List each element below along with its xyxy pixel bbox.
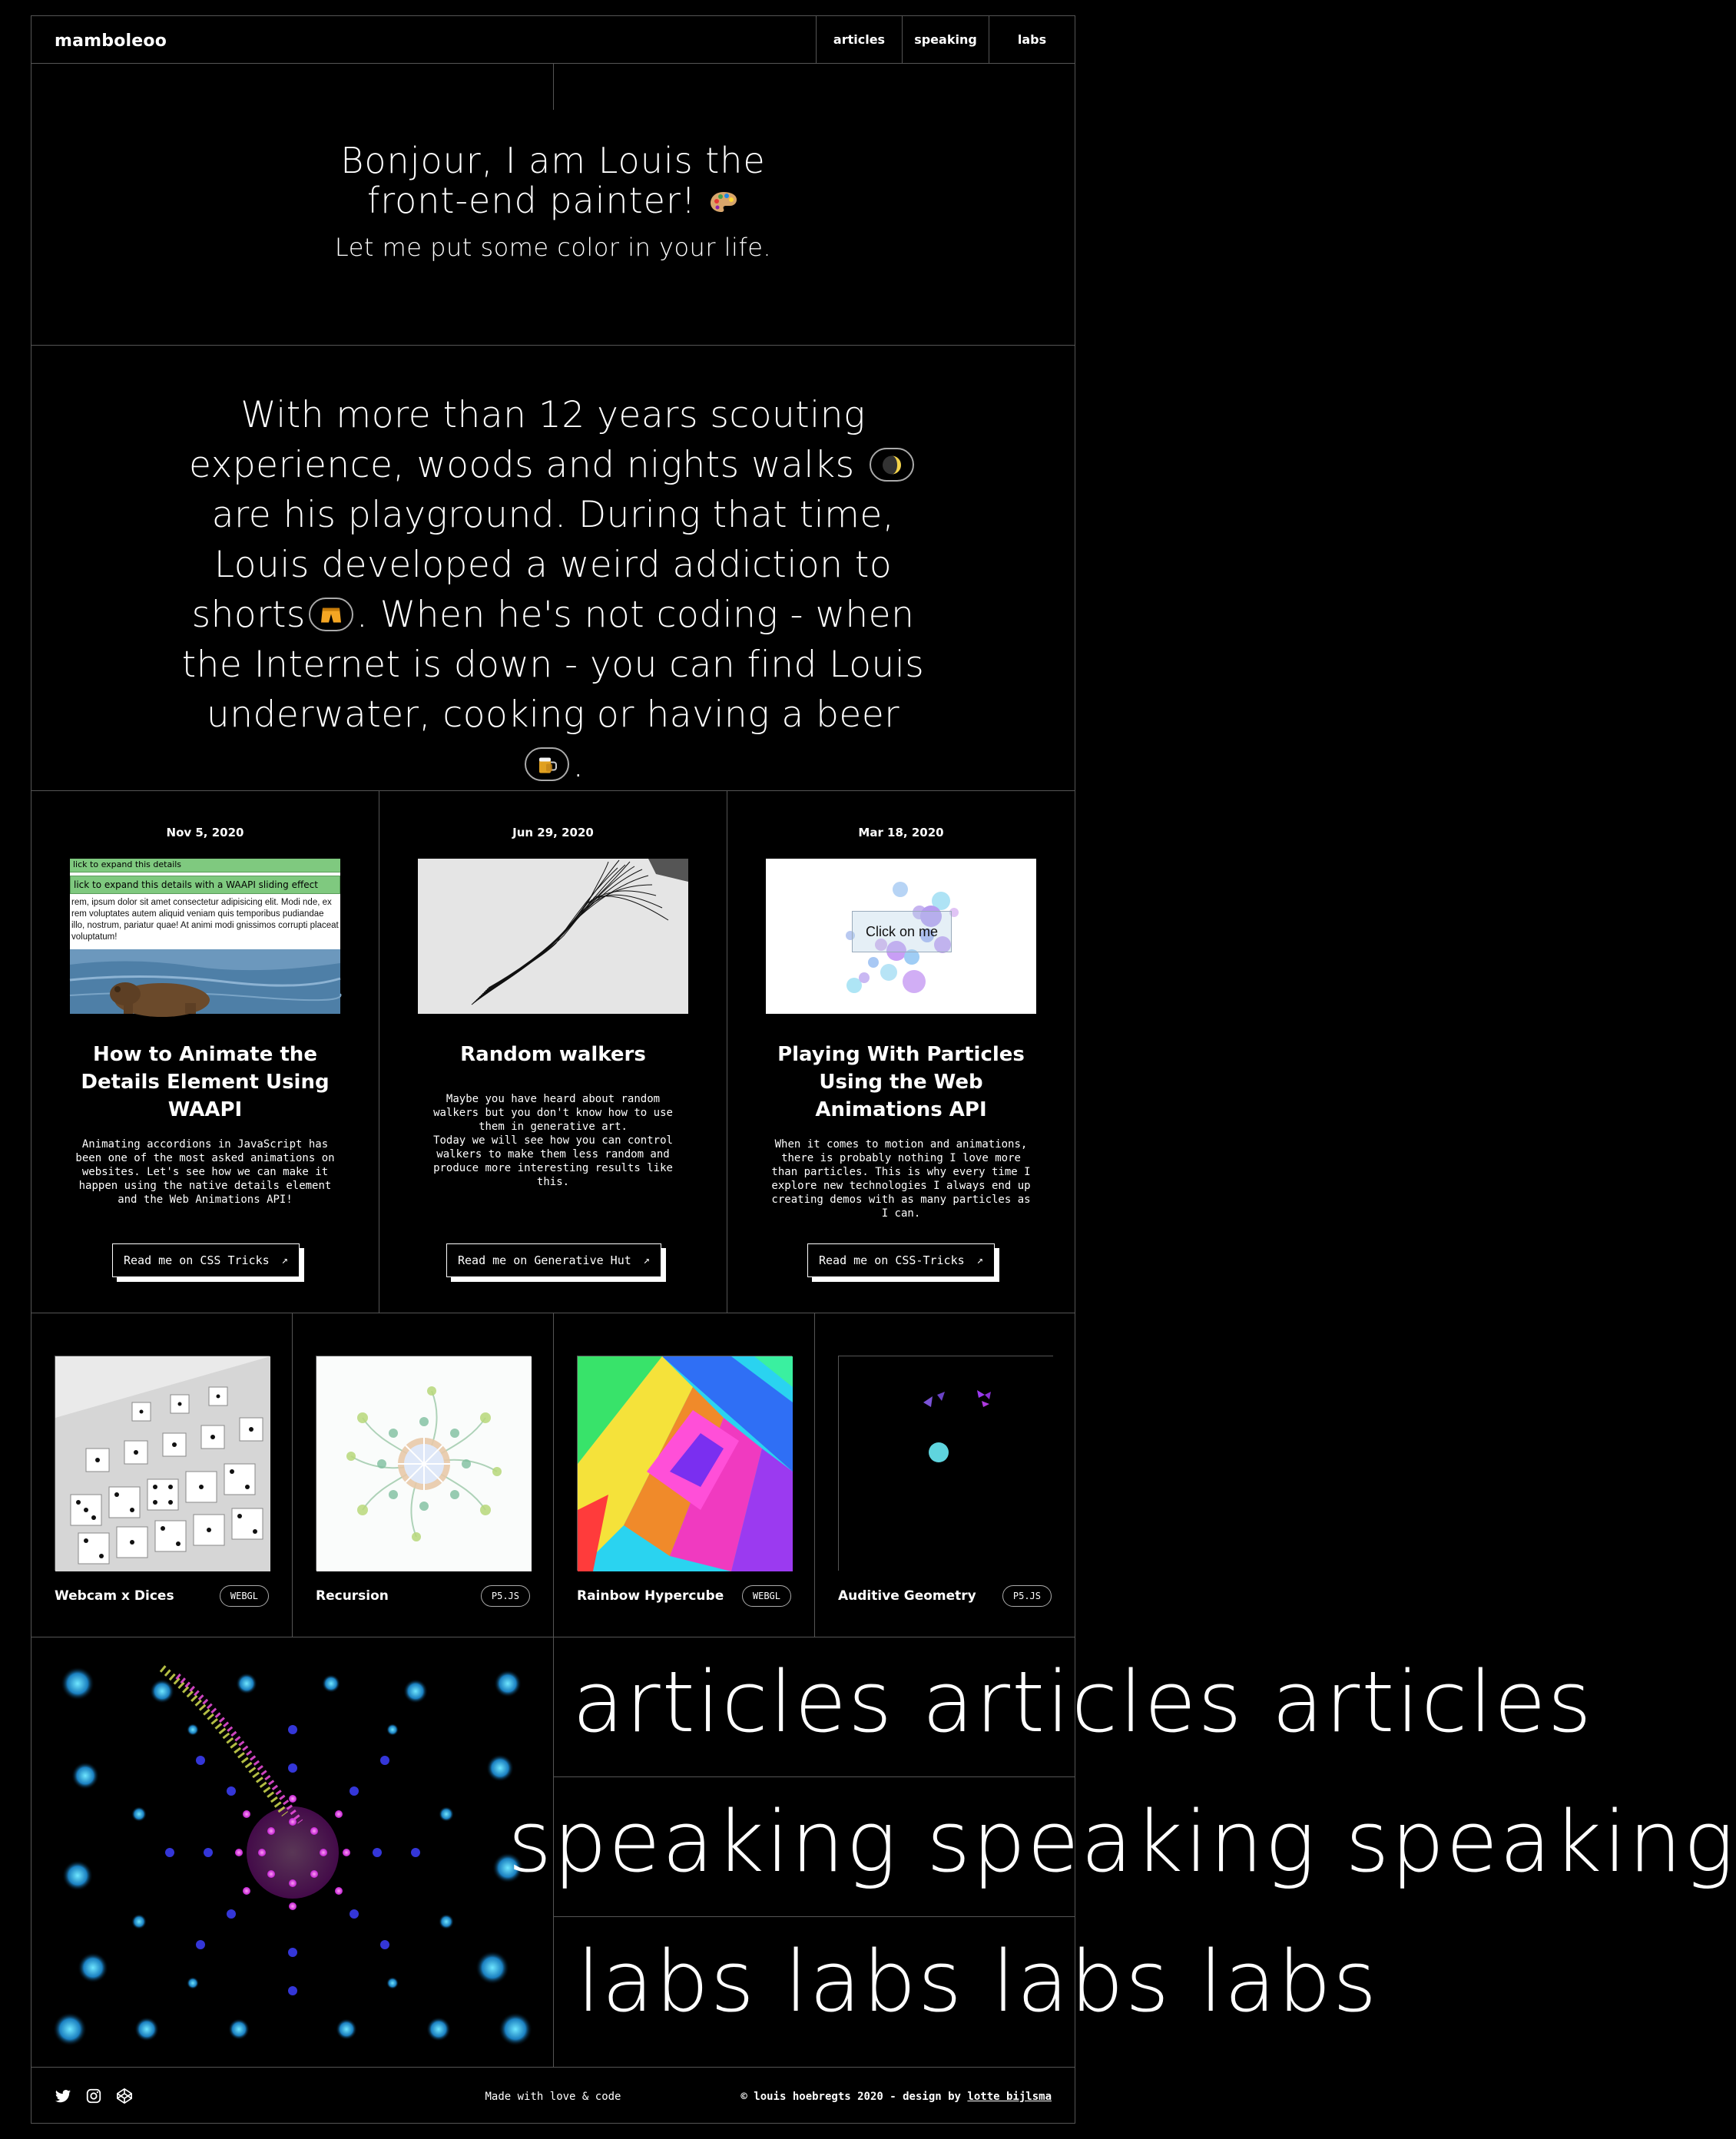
marquee-speaking[interactable] xyxy=(508,1777,1736,1917)
lab-thumbnail[interactable] xyxy=(838,1356,1053,1571)
marquee-articles-text: articles articles articles xyxy=(572,1653,1593,1751)
tunnel-visual xyxy=(55,1661,531,2045)
footer-credit xyxy=(740,2091,1052,2103)
read-article-button[interactable] xyxy=(446,1243,661,1277)
read-article-button[interactable] xyxy=(112,1243,300,1277)
lab-title: Webcam x Dices xyxy=(55,1588,174,1604)
read-article-label: Read me on Generative Hut xyxy=(458,1253,631,1267)
about-text-part2: are his playground. During that time, Louis developed a weird addiction to shorts xyxy=(191,494,895,636)
lab-title: Rainbow Hypercube xyxy=(577,1588,724,1604)
article-description: Animating accordions in JavaScript has been one of the most asked animations on websites. Let's see how we can make it happen using the native details element and the Web Animations API! xyxy=(75,1138,335,1206)
marquee-speaking-text: speaking speaking speaking xyxy=(508,1793,1736,1891)
arrow-up-right-icon: ↗ xyxy=(281,1254,288,1267)
article-card xyxy=(31,791,379,1313)
read-article-label: Read me on CSS-Tricks xyxy=(819,1253,965,1267)
lab-thumbnail[interactable] xyxy=(316,1356,531,1571)
nav-labs[interactable]: labs xyxy=(989,16,1075,63)
article-date: Mar 18, 2020 xyxy=(858,826,944,839)
hero-title-line1: Bonjour, I am Louis the xyxy=(340,140,766,181)
lab-thumbnail[interactable] xyxy=(577,1356,792,1571)
recursion-visual xyxy=(316,1356,532,1571)
about-text-part4: . xyxy=(572,743,585,786)
arrow-up-right-icon: ↗ xyxy=(976,1254,983,1267)
hero-section xyxy=(31,64,1075,346)
marquee-labs[interactable] xyxy=(554,1917,1379,2067)
main-nav xyxy=(816,16,1075,63)
moon-icon xyxy=(870,448,914,482)
read-article-label: Read me on CSS Tricks xyxy=(124,1253,270,1267)
hero-title-line2: front-end painter! xyxy=(367,180,697,221)
marquee-articles[interactable] xyxy=(554,1637,1593,1777)
about-section xyxy=(31,346,1075,791)
article-thumbnail[interactable] xyxy=(766,859,1036,1014)
read-article-button[interactable] xyxy=(807,1243,995,1277)
dices-visual xyxy=(55,1356,270,1571)
thumb-details-bar-waapi: lick to expand this details with a WAAPI sliding effect xyxy=(70,876,340,894)
marquee-labs-text: labs labs labs labs xyxy=(577,1932,1379,2031)
article-description: Maybe you have heard about random walkers but you don't know how to use them in generative art. Today we will see how you can control walkers to make them less random and produce more interesting results like this. xyxy=(433,1093,673,1188)
lab-thumbnail[interactable] xyxy=(55,1356,270,1571)
palette-icon xyxy=(708,182,739,207)
nav-speaking[interactable]: speaking xyxy=(902,16,989,63)
about-text-part1: With more than 12 years scouting experience, woods and nights walks xyxy=(188,394,866,486)
article-title: How to Animate the Details Element Using WAAPI xyxy=(81,1043,330,1121)
lab-title: Recursion xyxy=(316,1588,389,1604)
lab-tag: WEBGL xyxy=(220,1585,269,1607)
articles-section xyxy=(31,791,1075,1313)
made-with-love-text: Made with love & code xyxy=(485,2091,621,2103)
bear-photo xyxy=(70,949,340,1014)
lab-card xyxy=(815,1313,1075,1637)
lab-tag: P5.JS xyxy=(1002,1585,1052,1607)
article-card xyxy=(379,791,727,1313)
arrow-up-right-icon: ↗ xyxy=(643,1254,650,1267)
thumb-body-text: rem, ipsum dolor sit amet consectetur adipisicing elit. Modi nde, ex rem voluptates autem aliquid veniam quis temporibus pudiandae illo, nostrum, pariatur quae! At animi modi gnissimos corrupti placeat voluptatum! xyxy=(71,898,339,942)
auditive-geometry-visual xyxy=(839,1356,1054,1571)
lab-tag: WEBGL xyxy=(742,1585,791,1607)
lab-card xyxy=(31,1313,293,1637)
hero-divider xyxy=(553,64,554,110)
article-date: Jun 29, 2020 xyxy=(512,826,594,839)
article-thumbnail[interactable] xyxy=(70,859,340,1014)
site-header xyxy=(31,16,1075,64)
designer-link[interactable]: lotte bijlsma xyxy=(967,2091,1052,2103)
beer-icon xyxy=(525,747,569,781)
hero-subtitle: Let me put some color in your life. xyxy=(334,233,772,262)
article-date: Nov 5, 2020 xyxy=(166,826,244,839)
lab-tag: P5.JS xyxy=(481,1585,530,1607)
shorts-icon xyxy=(309,598,353,631)
nav-articles[interactable]: articles xyxy=(816,16,902,63)
random-walkers-drawing xyxy=(418,859,688,1014)
hypercube-visual xyxy=(578,1356,793,1571)
lab-card xyxy=(293,1313,554,1637)
hero-title xyxy=(31,141,1075,220)
article-title: Playing With Particles Using the Web Animations API xyxy=(777,1043,1025,1121)
about-text xyxy=(177,390,929,790)
lab-card xyxy=(554,1313,815,1637)
featured-lab-image[interactable] xyxy=(55,1661,531,2045)
bottom-section xyxy=(31,1637,1736,2068)
labs-section xyxy=(31,1313,1075,1637)
lab-title: Auditive Geometry xyxy=(838,1588,976,1604)
article-thumbnail[interactable] xyxy=(418,859,688,1014)
thumb-details-bar: lick to expand this details xyxy=(70,859,340,872)
click-on-me-button: Click on me xyxy=(852,911,952,952)
site-footer xyxy=(31,2068,1075,2124)
article-description: When it comes to motion and animations, there is probably nothing I love more than particles. This is why every time I explore new technologies I always end up creating demos with as many particles as I can. xyxy=(771,1138,1031,1220)
about-text-part3: . When he's not coding - when the Internet is down - you can find Louis underwater, cooking or having a beer xyxy=(181,594,925,736)
site-logo[interactable]: mamboleoo xyxy=(55,31,167,51)
article-title: Random walkers xyxy=(460,1043,646,1066)
page-frame xyxy=(31,15,1736,2124)
copyright-text: © louis hoebregts 2020 - design by xyxy=(740,2091,961,2103)
article-card xyxy=(727,791,1075,1313)
